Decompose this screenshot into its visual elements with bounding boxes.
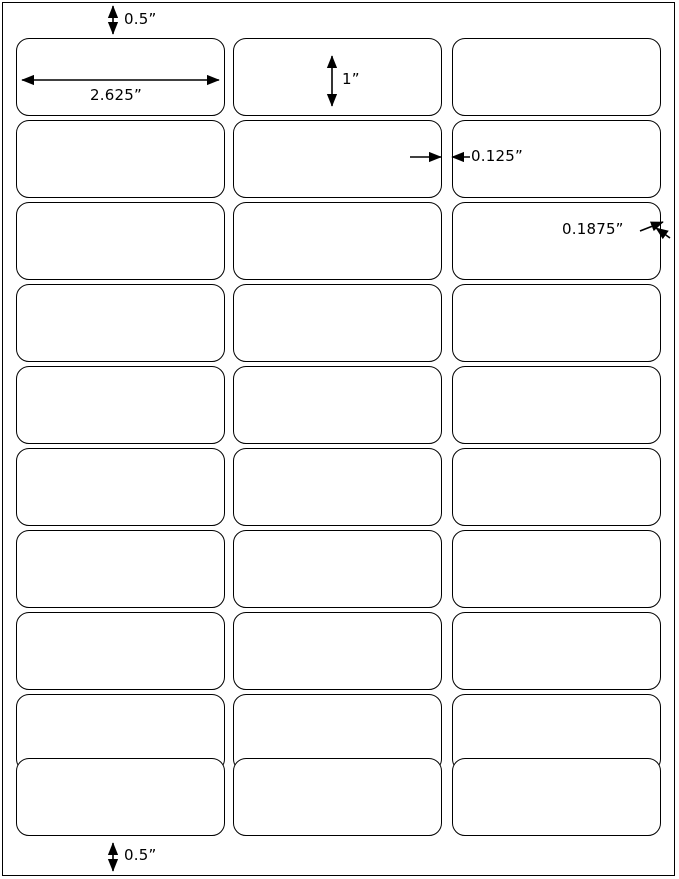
label-r6-c1[interactable] [16, 448, 225, 526]
label-r8-c1[interactable] [16, 612, 225, 690]
label-r10-c3[interactable] [452, 758, 661, 836]
label-r1-c1[interactable] [16, 38, 225, 116]
label-r4-c2[interactable] [233, 284, 442, 362]
label-r8-c2[interactable] [233, 612, 442, 690]
label-height-dimension-label: 1” [342, 70, 360, 88]
label-width-dimension-label: 2.625” [90, 86, 142, 104]
corner-radius-dimension-label: 0.1875” [562, 220, 624, 238]
horizontal-gap-dimension-label: 0.125” [471, 147, 523, 165]
label-r6-c3[interactable] [452, 448, 661, 526]
bottom-margin-dimension-label: 0.5” [124, 846, 157, 864]
label-r10-c1[interactable] [16, 758, 225, 836]
label-r2-c1[interactable] [16, 120, 225, 198]
label-r3-c3[interactable] [452, 202, 661, 280]
label-r5-c3[interactable] [452, 366, 661, 444]
label-r6-c2[interactable] [233, 448, 442, 526]
label-r3-c2[interactable] [233, 202, 442, 280]
label-r4-c1[interactable] [16, 284, 225, 362]
label-r5-c1[interactable] [16, 366, 225, 444]
label-r4-c3[interactable] [452, 284, 661, 362]
label-r3-c1[interactable] [16, 202, 225, 280]
label-r10-c2[interactable] [233, 758, 442, 836]
label-r7-c2[interactable] [233, 530, 442, 608]
label-r1-c2[interactable] [233, 38, 442, 116]
label-r5-c2[interactable] [233, 366, 442, 444]
label-r8-c3[interactable] [452, 612, 661, 690]
top-margin-dimension-label: 0.5” [124, 10, 157, 28]
label-r1-c3[interactable] [452, 38, 661, 116]
label-r7-c1[interactable] [16, 530, 225, 608]
label-r7-c3[interactable] [452, 530, 661, 608]
label-r2-c2[interactable] [233, 120, 442, 198]
